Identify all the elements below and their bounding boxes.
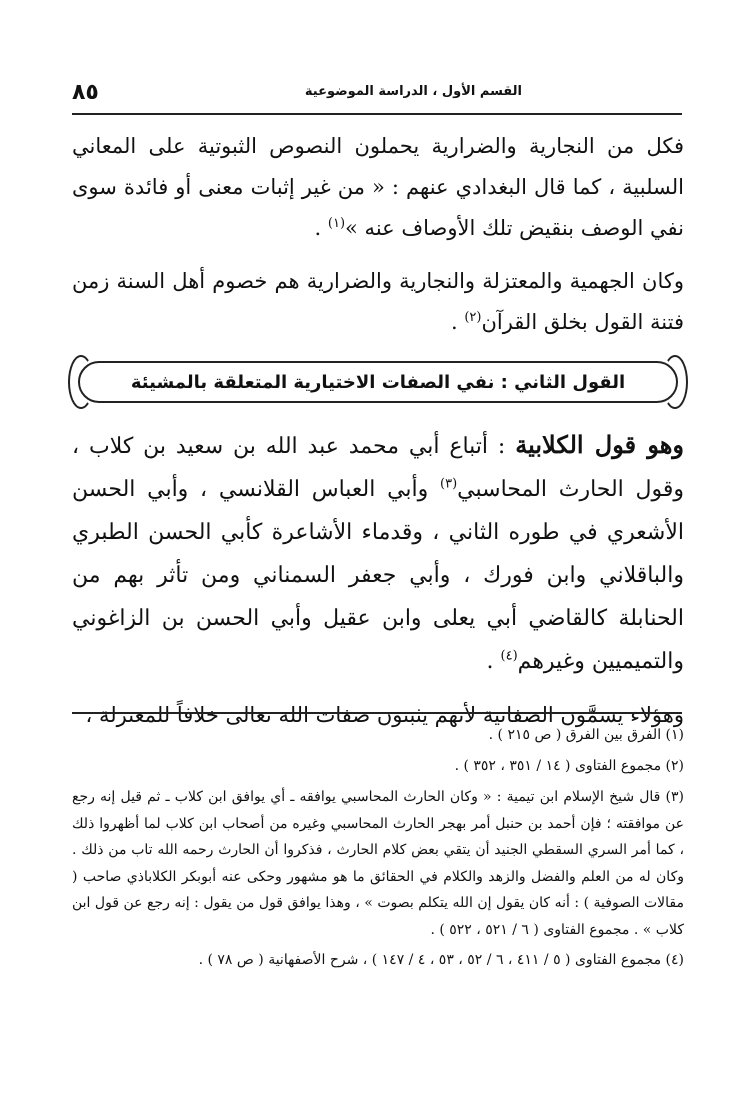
footnote-2: (٢) مجموع الفتاوى ( ١٤ / ٣٥١ ، ٣٥٢ ) . — [454, 758, 684, 774]
footnote-ref-4: (٤) — [500, 648, 518, 664]
footnote-ref-2: (٢) — [464, 310, 482, 325]
header-divider — [72, 113, 682, 115]
footnote-3: (٣) قال شيخ الإسلام ابن تيمية : « وكان الحارث المحاسبي يوافقه ـ أي يوافق ابن كلاب ـ ثم قيل إنه رجع عن موافقته ؛ فإن أحمد بن حنبل أمر بهجر الحارث المحاسبي وغيره من أصحاب ابن كلاب لما أظهروا ذلك ، كما أمر السري السقطي الجنيد أن يتقي بعض كلام الحارث ، فذكروا أن الحارث رحمه الله تاب من ذلك . وكان له من العلم والفضل والزهد والكلام في الحقائق ما هو مشهور وحكى عنه أبوبكر الكلاباذي صاحب ( مقالات الصوفية ) : أنه كان يقول إن الله يتكلم بصوت » ، وهذا يوافق قول من يقول : إنه رجع عن قول ابن كلاب » . مجموع الفتاوى ( ٦ / ٥٢١ ، ٥٢٢ ) . — [72, 789, 684, 938]
main-text — [72, 126, 684, 736]
paragraph-3 — [72, 423, 684, 683]
paragraph-1-text: فكل من النجارية والضرارية يحملون النصوص الثبوتية على المعاني السلبية ، كما قال البغدادي عنهم : « من غير إثبات معنى أو فائدة سوى نفي الوصف بنقيض تلك الأوصاف عنه » — [72, 134, 684, 240]
footnotes — [72, 722, 684, 978]
paragraph-3-text-a: : أتباع أبي محمد عبد الله بن سعيد بن كلاب ، وقول الحارث المحاسبي — [72, 434, 684, 502]
page-header — [72, 80, 682, 116]
paragraph-3-text-b: وأبي العباس القلانسي ، وأبي الحسن الأشعري في طوره الثاني ، وقدماء الأشاعرة كأبي الحسن الطبري والباقلاني وابن فورك ، وأبي جعفر السمناني ومن تأثر بهم من الحنابلة كالقاضي أبي يعلى وابن عقيل وأبي الحسن بن الزاغوني والتميميين وغيرهم — [72, 477, 684, 674]
paragraph-2-text: وكان الجهمية والمعتزلة والنجارية والضرارية هم خصوم أهل السنة زمن فتنة القول بخلق القرآن — [72, 269, 684, 334]
footnote-4: (٤) مجموع الفتاوى ( ٥ / ٤١١ ، ٦ / ٥٢ ، ٥٣ ، ٤ / ١٤٧ ) ، شرح الأصفهانية ( ص ٧٨ ) . — [198, 952, 684, 968]
running-title: القسم الأول ، الدراسة الموضوعية — [304, 84, 522, 99]
page-number: ٨٥ — [72, 80, 99, 105]
paragraph-3-lead: وهو قول الكلابية — [515, 430, 684, 459]
paragraph-1 — [72, 126, 684, 249]
section-heading-frame — [78, 361, 678, 403]
footnote-ref-3: (٣) — [440, 476, 458, 492]
footnote-ref-1: (١) — [327, 216, 346, 231]
paragraph-4-text: وهؤلاء يسمَّون الصفاتية لأنهم يثبتون صفات الله تعالى خلافاً للمعتزلة ، — [85, 703, 684, 727]
section-heading: القول الثاني : نفي الصفات الاختيارية المتعلقة بالمشيئة — [130, 371, 626, 393]
paragraph-2 — [72, 261, 684, 343]
footnote-1: (١) الفرق بين الفرق ( ص ٢١٥ ) . — [488, 727, 684, 743]
footnote-divider — [72, 712, 682, 714]
paragraph-2-end: . — [450, 310, 465, 334]
paragraph-1-end: . — [314, 216, 328, 240]
paragraph-3-end: . — [486, 649, 501, 674]
